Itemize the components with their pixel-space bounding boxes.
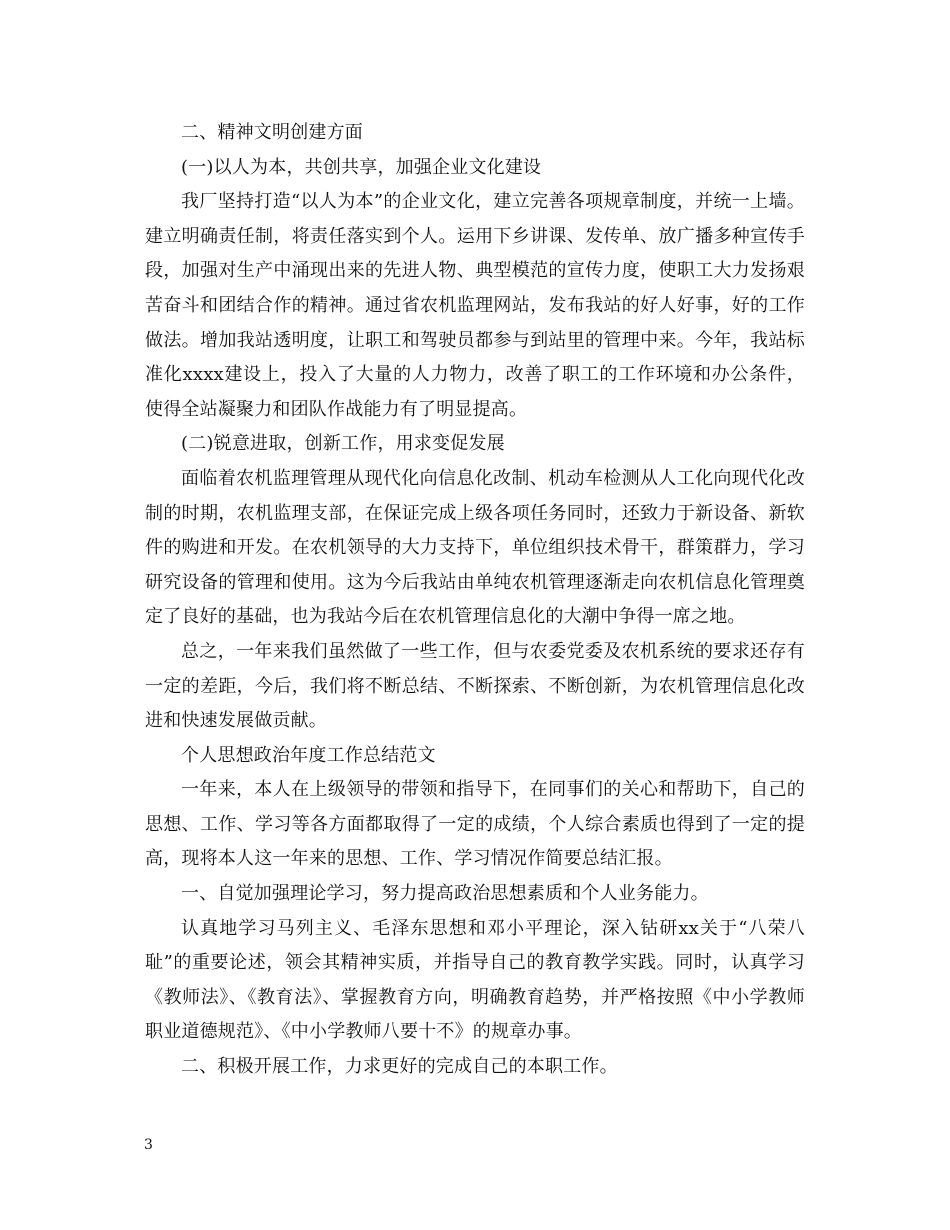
subheading-innovation: (二)锐意进取，创新工作，用求变促发展 — [181, 433, 505, 455]
paragraph-theory-study: 认真地学习马列主义、毛泽东思想和邓小平理论，深入钻研xx关于“八荣八耻”的重要论述，领会其精神实质，并指导自己的教育教学实践。同时，认真学习《教师法》、《教育法》、掌握教育方向，明确教育趋势，并严格按照《中小学教师职业道德规范》、《中小学教师八要十不》的规章办事。 — [145, 917, 805, 1043]
heading-theory-study: 一、自觉加强理论学习，努力提高政治思想素质和个人业务能力。 — [181, 883, 709, 905]
section-title-personal-summary: 个人思想政治年度工作总结范文 — [181, 744, 436, 766]
paragraph-corporate-culture: 我厂坚持打造“以人为本”的企业文化，建立完善各项规章制度，并统一上墙。建立明确责任制，将责任落实到个人。运用下乡讲课、发传单、放广播多种宣传手段，加强对生产中涌现出来的先进人物、典型模范的宣传力度，使职工大力发扬艰苦奋斗和团结合作的精神。通过省农机监理网站，发布我站的好人好事，好的工作做法。增加我站透明度，让职工和驾驶员都参与到站里的管理中来。今年，我站标准化xxxx建设上，投入了大量的人力物力，改善了职工的工作环境和办公条件，使得全站凝聚力和团队作战能力有了明显提高。 — [145, 191, 805, 420]
paragraph-informatization: 面临着农机监理管理从现代化向信息化改制、机动车检测从人工化向现代化改制的时期，农机监理支部，在保证完成上级各项任务同时，还致力于新设备、新软件的购进和开发。在农机领导的大力支持下，单位组织技术骨干，群策群力，学习研究设备的管理和使用。这为今后我站由单纯农机管理逐渐走向农机信息化管理奠定了良好的基础，也为我站今后在农机管理信息化的大潮中争得一席之地。 — [145, 467, 805, 628]
section-heading-spiritual-civilization: 二、精神文明创建方面 — [181, 122, 363, 143]
document-body — [145, 116, 805, 1085]
subheading-people-oriented: (一)以人为本，共创共享，加强企业文化建设 — [181, 156, 542, 178]
heading-work-development: 二、积极开展工作，力求更好的完成自己的本职工作。 — [181, 1056, 618, 1078]
page-number: 3 — [144, 1137, 153, 1153]
paragraph-conclusion: 总之，一年来我们虽然做了一些工作，但与农委党委及农机系统的要求还存有一定的差距，今后，我们将不断总结、不断探索、不断创新，为农机管理信息化改进和快速发展做贡献。 — [145, 640, 805, 732]
paragraph-personal-intro: 一年来，本人在上级领导的带领和指导下，在同事们的关心和帮助下，自己的思想、工作、学习等各方面都取得了一定的成绩，个人综合素质也得到了一定的提高，现将本人这一年来的思想、工作、学习情况作简要总结汇报。 — [145, 779, 805, 870]
